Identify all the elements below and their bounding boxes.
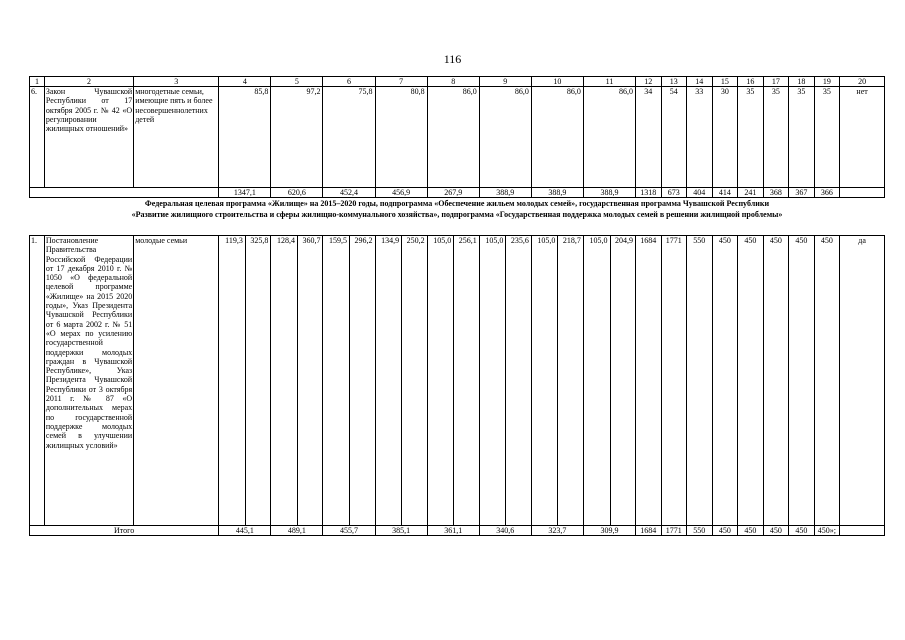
col-header: 16	[738, 77, 764, 87]
value-cell: 159,5	[323, 236, 350, 526]
value-cell: 105,0	[531, 236, 558, 526]
value-cell: 35	[814, 87, 840, 188]
col-header: 5	[271, 77, 323, 87]
value-cell: 450	[814, 236, 840, 526]
total-cell: 414	[712, 188, 738, 198]
value-cell: 33	[687, 87, 713, 188]
column-number-row	[30, 77, 885, 87]
total-cell: 455,7	[323, 526, 375, 536]
value-cell: нет	[840, 87, 885, 188]
col-header: 6	[323, 77, 375, 87]
total-cell: 1771	[661, 526, 687, 536]
value-cell: 450	[789, 236, 815, 526]
col-header: 9	[479, 77, 531, 87]
value-cell: 35	[789, 87, 815, 188]
total-cell: 361,1	[427, 526, 479, 536]
value-cell: 85,8	[219, 87, 271, 188]
total-label	[30, 188, 219, 198]
value-cell: 550	[687, 236, 713, 526]
total-cell: 309,9	[583, 526, 635, 536]
total-cell: 1684	[636, 526, 662, 536]
col-header: 17	[763, 77, 789, 87]
value-cell: 256,1	[454, 236, 480, 526]
total-cell: 445,1	[219, 526, 271, 536]
total-cell: 340,6	[479, 526, 531, 536]
value-cell: 35	[738, 87, 764, 188]
value-cell: 75,8	[323, 87, 375, 188]
total-cell: 450	[763, 526, 789, 536]
category-cell: многодетные семьи, имеющие пять и более несовершеннолетних детей	[134, 87, 219, 188]
total-cell	[840, 188, 885, 198]
col-header: 10	[531, 77, 583, 87]
total-cell: 366	[814, 188, 840, 198]
value-cell: 250,2	[402, 236, 428, 526]
total-cell: 385,1	[375, 526, 427, 536]
col-header: 4	[219, 77, 271, 87]
value-cell: 80,8	[375, 87, 427, 188]
total-cell: 620,6	[271, 188, 323, 198]
section-heading-line: «Развитие жилищного строительства и сферы жилищно-коммунального хозяйства», подпрограмма «Государственная поддержка молодых семей в решении жилищной проблемы»	[131, 209, 783, 219]
table-row	[30, 236, 885, 526]
col-header: 8	[427, 77, 479, 87]
value-cell: 450	[712, 236, 738, 526]
total-cell: 367	[789, 188, 815, 198]
value-cell: 450	[738, 236, 764, 526]
table-block-2	[29, 235, 885, 536]
value-cell: 360,7	[297, 236, 323, 526]
col-header: 12	[636, 77, 662, 87]
col-header: 7	[375, 77, 427, 87]
table-row	[30, 87, 885, 188]
total-cell: 388,9	[531, 188, 583, 198]
col-header: 14	[687, 77, 713, 87]
col-header: 1	[30, 77, 45, 87]
total-cell: 550	[687, 526, 713, 536]
col-header: 3	[134, 77, 219, 87]
value-cell: 1771	[661, 236, 687, 526]
total-cell: 368	[763, 188, 789, 198]
value-cell: 86,0	[583, 87, 635, 188]
col-header: 20	[840, 77, 885, 87]
value-cell: 54	[661, 87, 687, 188]
col-header: 11	[583, 77, 635, 87]
value-cell: 204,9	[610, 236, 636, 526]
total-cell: 388,9	[479, 188, 531, 198]
value-cell: 105,0	[427, 236, 454, 526]
total-cell: 388,9	[583, 188, 635, 198]
table-block-1	[29, 76, 885, 198]
value-cell: 235,6	[506, 236, 532, 526]
value-cell: 128,4	[271, 236, 298, 526]
value-cell: 30	[712, 87, 738, 188]
total-row	[30, 526, 885, 536]
total-cell: 450»;	[814, 526, 840, 536]
value-cell: 86,0	[427, 87, 479, 188]
col-header: 13	[661, 77, 687, 87]
value-cell: да	[840, 236, 885, 526]
total-cell: 241	[738, 188, 764, 198]
value-cell: 105,0	[583, 236, 610, 526]
value-cell: 86,0	[531, 87, 583, 188]
col-header: 2	[44, 77, 133, 87]
value-cell: 134,9	[375, 236, 402, 526]
law-cell: Постановление Правительства Российской Федерации от 17 декабря 2010 г. № 1050 «О федеральной целевой программе «Жилище» на 2015 2020 годы», Указ Президента Чувашской Республики от 6 марта 2002 г. № 51 «О мерах по усилению государственной поддержки молодых граждан в Чувашской Республике», Указ Президента Чувашской Республики от 3 октября 2011 г. № 87 «О дополнительных мерах по государственной поддержке молодых семей в улучшении жилищных условий»	[44, 236, 133, 526]
value-cell: 105,0	[479, 236, 506, 526]
total-cell: 1347,1	[219, 188, 271, 198]
total-cell: 450	[789, 526, 815, 536]
total-cell: 323,7	[531, 526, 583, 536]
total-row	[30, 188, 885, 198]
total-cell: 1318	[636, 188, 662, 198]
row-number: 1.	[30, 236, 45, 526]
value-cell: 35	[763, 87, 789, 188]
section-heading-line: Федеральная целевая программа «Жилище» на 2015–2020 годы, подпрограмма «Обеспечение жильем молодых семей», государственная программа Чувашской Республики	[144, 199, 770, 208]
total-cell: 267,9	[427, 188, 479, 198]
total-cell: 673	[661, 188, 687, 198]
value-cell: 34	[636, 87, 662, 188]
category-cell: молодые семьи	[134, 236, 219, 526]
total-cell: 404	[687, 188, 713, 198]
total-cell: 456,9	[375, 188, 427, 198]
value-cell: 119,3	[219, 236, 246, 526]
total-cell	[840, 526, 885, 536]
total-cell: 450	[738, 526, 764, 536]
value-cell: 325,8	[245, 236, 271, 526]
total-label: Итого	[30, 526, 219, 536]
total-cell: 489,1	[271, 526, 323, 536]
col-header: 15	[712, 77, 738, 87]
value-cell: 97,2	[271, 87, 323, 188]
row-number: 6.	[30, 87, 45, 188]
section-heading	[29, 199, 885, 220]
law-cell: Закон Чувашской Республики от 17 октября 2005 г. № 42 «О регулировании жилищных отношений»	[44, 87, 133, 188]
col-header: 19	[814, 77, 840, 87]
value-cell: 1684	[636, 236, 662, 526]
col-header: 18	[789, 77, 815, 87]
value-cell: 450	[763, 236, 789, 526]
total-cell: 450	[712, 526, 738, 536]
value-cell: 86,0	[479, 87, 531, 188]
value-cell: 218,7	[558, 236, 584, 526]
value-cell: 296,2	[350, 236, 376, 526]
total-cell: 452,4	[323, 188, 375, 198]
page-number: 116	[443, 52, 462, 66]
